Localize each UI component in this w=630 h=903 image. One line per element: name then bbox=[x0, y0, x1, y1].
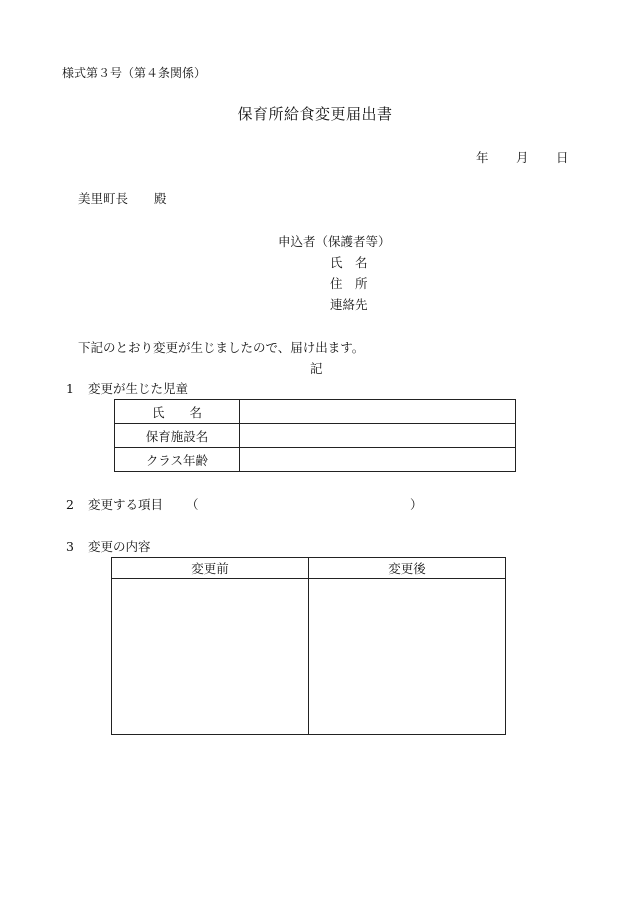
section1-number: 1 bbox=[66, 381, 74, 396]
class-age-label: クラス年齢 bbox=[115, 448, 240, 472]
applicant-address-label: 住 所 bbox=[330, 276, 368, 291]
facility-name-label: 保育施設名 bbox=[115, 424, 240, 448]
child-info-table bbox=[114, 399, 516, 472]
section1-heading bbox=[66, 381, 188, 397]
table-row bbox=[112, 579, 506, 735]
notice-text: 下記のとおり変更が生じましたので、届け出ます。 bbox=[78, 340, 365, 355]
table-row bbox=[112, 558, 506, 579]
before-change-header: 変更前 bbox=[112, 558, 309, 579]
addressee-honorific: 殿 bbox=[154, 191, 167, 206]
section2-title: 変更する項目 bbox=[88, 497, 164, 512]
after-change-field[interactable] bbox=[309, 579, 506, 735]
applicant-contact-label: 連絡先 bbox=[330, 297, 368, 312]
section2-close-paren: ） bbox=[410, 497, 423, 512]
date-year-label: 年 bbox=[476, 150, 489, 165]
applicant-name-label: 氏 名 bbox=[330, 255, 368, 270]
section3-number: 3 bbox=[66, 539, 74, 554]
addressee-name: 美里町長 bbox=[78, 191, 129, 206]
before-change-field[interactable] bbox=[112, 579, 309, 735]
applicant-heading: 申込者（保護者等） bbox=[278, 234, 391, 249]
section3-title: 変更の内容 bbox=[88, 539, 151, 554]
child-name-label: 氏 名 bbox=[115, 400, 240, 424]
table-row bbox=[115, 448, 516, 472]
change-item-field[interactable] bbox=[200, 495, 405, 513]
change-content-table bbox=[111, 557, 506, 735]
table-row bbox=[115, 400, 516, 424]
facility-name-field[interactable] bbox=[240, 424, 516, 448]
class-age-field[interactable] bbox=[240, 448, 516, 472]
date-day-label: 日 bbox=[556, 150, 569, 165]
section2-number: 2 bbox=[66, 497, 74, 512]
document-title: 保育所給食変更届出書 bbox=[237, 105, 393, 123]
section3-heading bbox=[66, 539, 151, 555]
date-month-label: 月 bbox=[516, 150, 529, 165]
table-row bbox=[115, 424, 516, 448]
section2-open-paren: （ bbox=[186, 497, 199, 512]
section1-title: 変更が生じた児童 bbox=[88, 381, 189, 396]
addressee bbox=[78, 191, 167, 207]
child-name-field[interactable] bbox=[240, 400, 516, 424]
section2-heading bbox=[66, 497, 163, 513]
form-number: 様式第３号（第４条関係） bbox=[62, 66, 207, 80]
after-change-header: 変更後 bbox=[309, 558, 506, 579]
ki-heading: 記 bbox=[310, 361, 323, 376]
